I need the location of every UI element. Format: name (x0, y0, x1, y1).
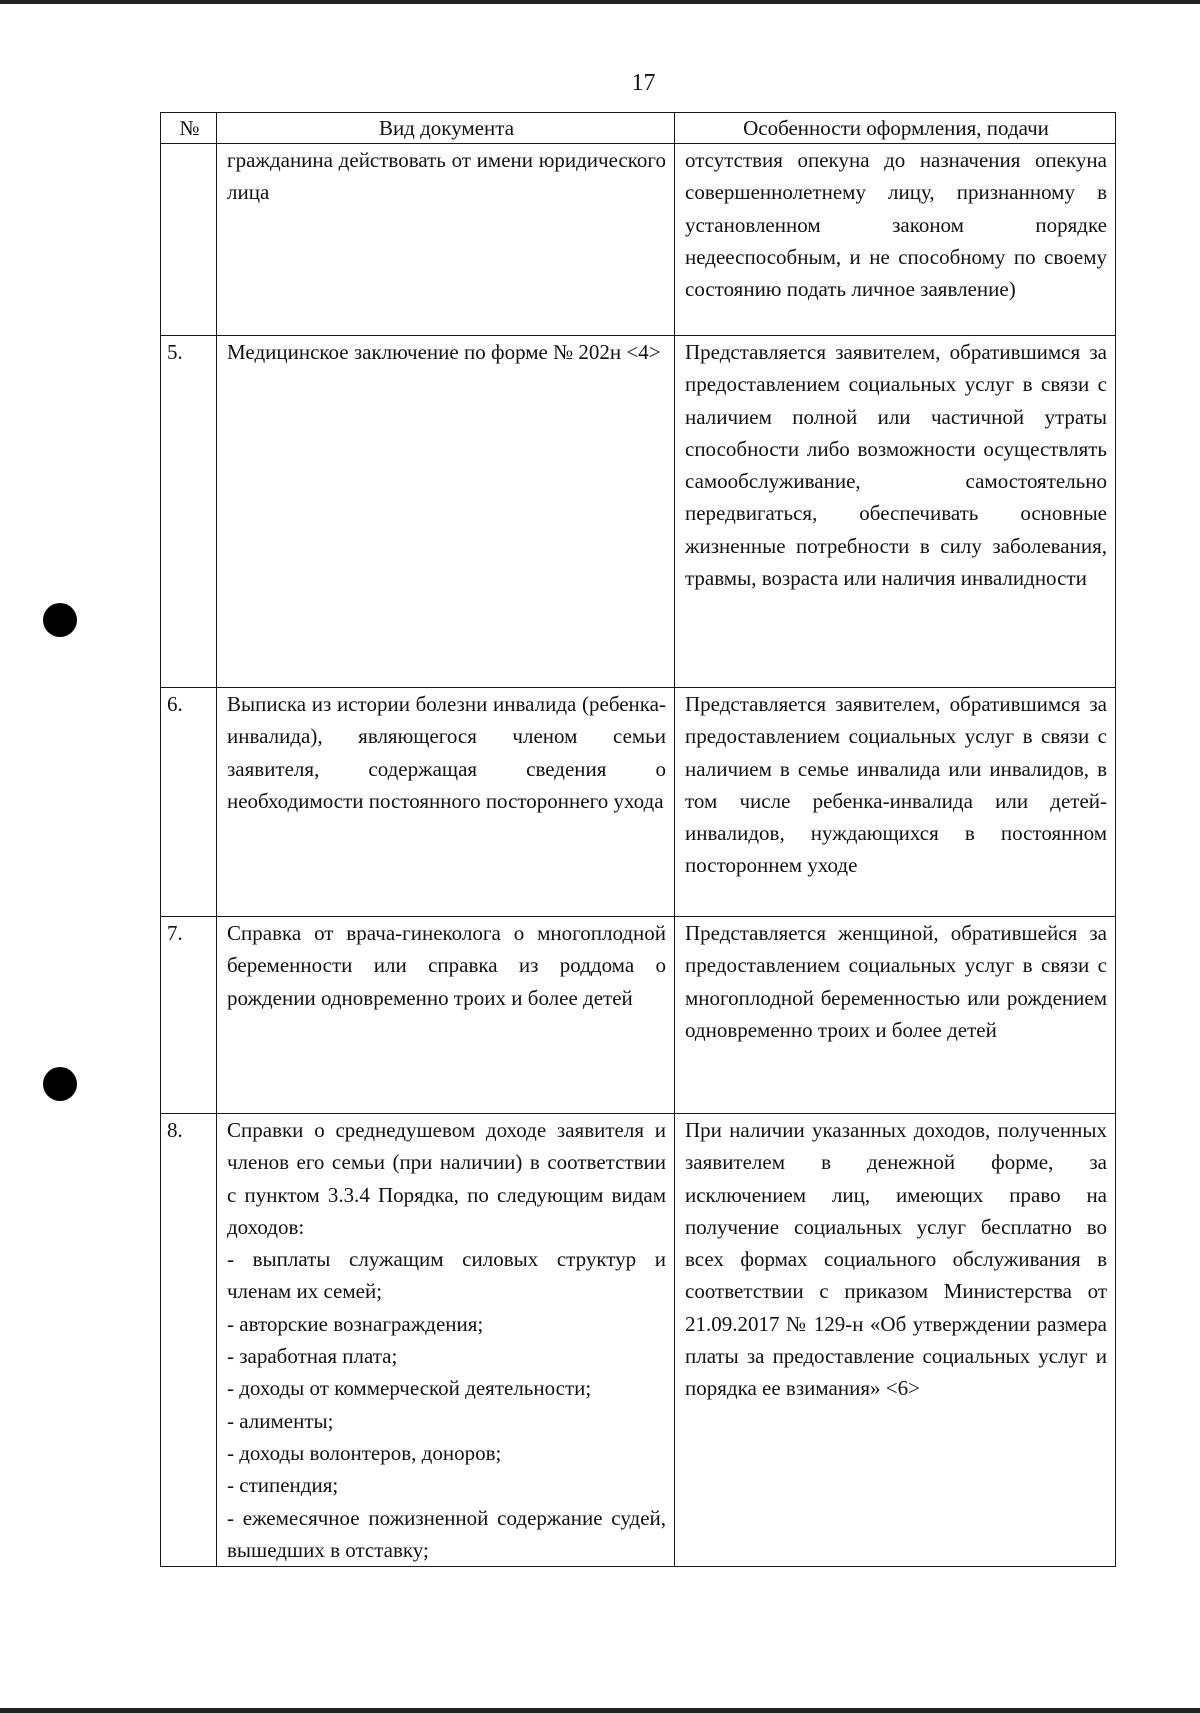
table-header-row (161, 113, 1116, 144)
row-features: При наличии указанных доходов, полученных заявителем в денежной форме, за исключением лиц, имеющих право на получение социальных услуг бесплатно во всех формах социального обслуживания в соответствии с приказом Министерства от 21.09.2017 № 129-н «Об утверждении размера платы за предоставление социальных услуг и порядка ее взимания» <6> (675, 1114, 1116, 1567)
row-document-type: Выписка из истории болезни инвалида (ребенка-инвалида), являющегося членом семьи заявителя, содержащая сведения о необходимости постоянного постороннего ухода (217, 688, 675, 917)
table-row (161, 688, 1116, 917)
income-type-item: - доходы волонтеров, доноров; (227, 1440, 502, 1465)
row-number: 5. (161, 336, 217, 688)
row-number: 6. (161, 688, 217, 917)
table-row (161, 917, 1116, 1114)
header-number: № (161, 113, 217, 144)
income-type-item: - алименты; (227, 1408, 334, 1433)
header-document-type: Вид документа (217, 113, 675, 144)
scan-edge-bottom (0, 1708, 1200, 1713)
income-type-item: - авторские вознаграждения; (227, 1311, 484, 1336)
page-number: 17 (631, 70, 656, 96)
punch-hole (43, 603, 77, 637)
table-row (161, 1114, 1116, 1567)
income-type-item: - заработная плата; (227, 1344, 398, 1369)
scan-edge-top (0, 0, 1200, 4)
table-row (161, 144, 1116, 336)
row-number (161, 144, 217, 336)
row-features: отсутствия опекуна до назначения опекуна совершеннолетнему лицу, признанному в установленном законом порядке недееспособным, и не способному по своему состоянию подать личное заявление) (675, 144, 1116, 336)
documents-table (160, 112, 1116, 1567)
row-number: 7. (161, 917, 217, 1114)
income-type-item: - доходы от коммерческой деятельности; (227, 1376, 592, 1401)
income-certificate-intro: Справки о среднедушевом доходе заявителя и членов его семьи (при наличии) в соответствии с пунктом 3.3.4 Порядка, по следующим видам доходов: (227, 1118, 666, 1239)
income-type-item: - ежемесячное пожизненной содержание судей, вышедших в отставку; (227, 1505, 666, 1562)
row-features: Представляется заявителем, обратившимся за предоставлением социальных услуг в связи с наличием в семье инвалида или инвалидов, в том числе ребенка-инвалида или детей-инвалидов, нуждающихся в постоянном постороннем уходе (675, 688, 1116, 917)
row-document-type: Справка от врача-гинеколога о многоплодной беременности или справка из роддома о рождении одновременно троих и более детей (217, 917, 675, 1114)
table-row (161, 336, 1116, 688)
punch-hole (43, 1067, 77, 1101)
row-document-type (217, 1114, 675, 1567)
header-features: Особенности оформления, подачи (675, 113, 1116, 144)
row-features: Представляется женщиной, обратившейся за предоставлением социальных услуг в связи с многоплодной беременностью или рождением одновременно троих и более детей (675, 917, 1116, 1114)
row-number: 8. (161, 1114, 217, 1567)
row-document-type: Медицинское заключение по форме № 202н <4> (217, 336, 675, 688)
row-document-type: гражданина действовать от имени юридического лица (217, 144, 675, 336)
row-features: Представляется заявителем, обратившимся за предоставлением социальных услуг в связи с наличием полной или частичной утраты способности либо возможности осуществлять самообслуживание, самостоятельно передвигаться, обеспечивать основные жизненные потребности в силу заболевания, травмы, возраста или наличия инвалидности (675, 336, 1116, 688)
income-type-item: - стипендия; (227, 1473, 339, 1498)
income-type-item: - выплаты служащим силовых структур и членам их семей; (227, 1247, 666, 1304)
